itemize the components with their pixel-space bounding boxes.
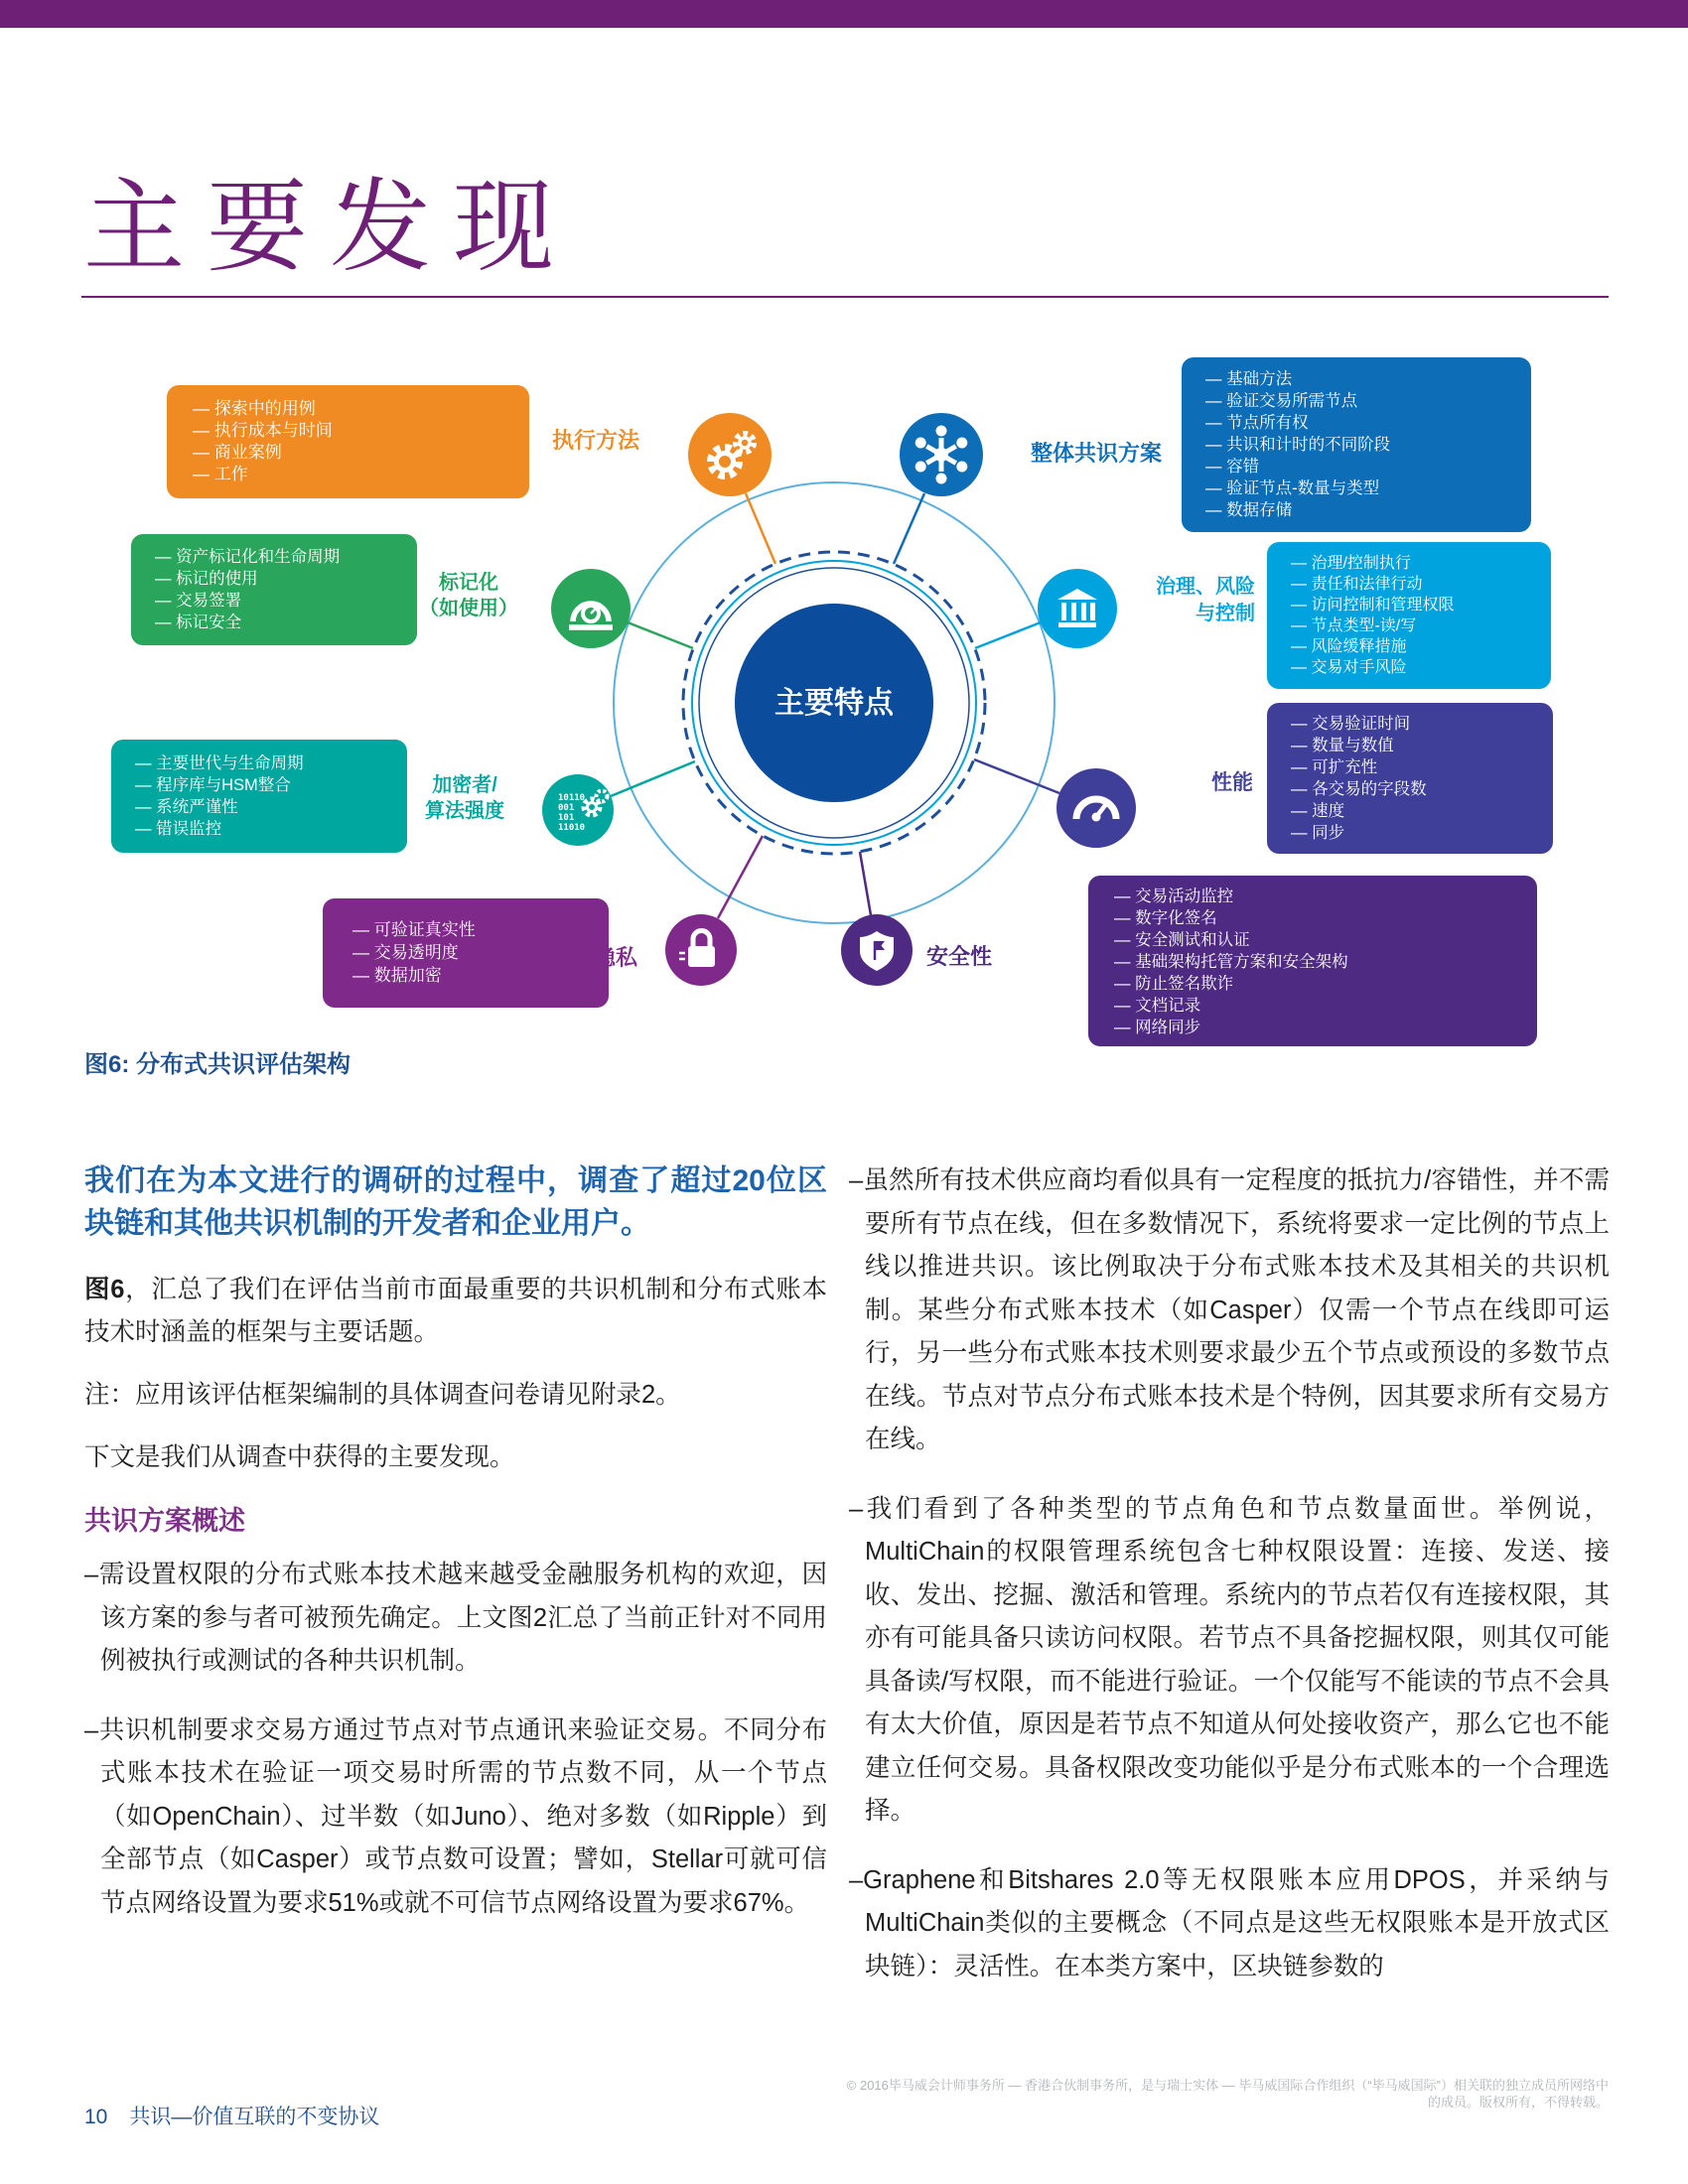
footer [84,2101,379,2130]
box-item: — 同步 [1291,824,1345,842]
bullet-paragraph: –我们看到了各种类型的节点角色和节点数量面世。举例说，MultiChain的权限管理系统包含七种权限设置：连接、发送、接收、发出、挖掘、激活和管理。系统内的节点若仅有连接权限，其亦有可能具备只读访问权限。若节点不具备挖掘权限，则其仅可能具备读/写权限，而不能进行验证。一个仅能写不能读的节点不会具有太大价值，原因是若节点不知道从何处接收资产，那么它也不能建立任何交易。具备权限改变功能似乎是分布式账本的一个合理选择。 [849,1494,1610,1825]
section-heading: 共识方案概述 [84,1506,245,1536]
box-item: — 验证交易所需节点 [1205,392,1358,410]
box-item: — 基础架构托管方案和安全架构 [1114,953,1348,971]
box-item: — 数量与数值 [1291,737,1394,754]
speedometer-icon [1056,768,1136,848]
figure-reference-lead: 图6 [84,1276,125,1303]
box-item: — 责任和法律行动 [1291,576,1423,593]
box-item: — 防止签名欺诈 [1114,975,1234,993]
box-item: — 交易活动监控 [1114,887,1234,905]
tokenization-box [131,534,417,645]
box-item: — 文档记录 [1114,997,1201,1015]
figure-caption: 图6: 分布式共识评估架构 [84,1051,352,1078]
box-item: — 可扩充性 [1291,758,1378,776]
box-item: — 主要世代与生命周期 [135,754,304,772]
box-item: — 交易透明度 [352,943,459,962]
footer-doc-title: 共识—价值互联的不变协议 [129,2106,380,2128]
box-item: — 可验证真实性 [352,920,476,939]
box-item: — 标记的使用 [155,570,258,588]
privacy-label: 隐私 [594,945,638,970]
left-bullet-list [84,1554,827,1925]
figure-reference-paragraph: 图6，汇总了我们在评估当前市面最重要的共识机制和分布式账本技术时涵盖的框架与主要话题。 [84,1276,827,1346]
box-item: — 数据存储 [1205,501,1293,519]
privacy-spoke [718,836,763,918]
right-column [849,1160,1610,2014]
box-item: — 执行成本与时间 [193,421,333,440]
performance-box [1267,703,1553,854]
execution-spoke [746,493,775,564]
hub-label: 主要特点 [774,687,894,720]
box-item: — 数据加密 [352,966,442,985]
bullet-paragraph: –虽然所有技术供应商均看似具有一定程度的抵抗力/容错性，并不需要所有节点在线，但在多数情况下，系统将要求一定比例的节点上线以推进共识。该比例取决于分布式账本技术及其相关的共识机制。某些分布式账本技术（如Casper）仅需一个节点在线即可运行，另一些分布式账本技术则要求最少五个节点或预设的多数节点在线。节点对节点分布式账本技术是个特例，因其要求所有交易方在线。 [849,1166,1610,1453]
svg-text:11010: 11010 [558,823,586,833]
binary-crypto-icon [542,774,614,846]
shield-icon [841,914,913,986]
box-item: — 数字化签名 [1114,909,1217,927]
right-bullet-list [849,1160,1610,1988]
svg-text:101: 101 [558,813,575,823]
box-item: — 容错 [1205,458,1260,476]
svg-text:10110: 10110 [558,793,586,803]
lock-icon [665,914,737,986]
network-icon [900,413,983,496]
box-item: — 共识和计时的不同阶段 [1205,436,1391,454]
crypto-box [111,740,407,853]
copyright-notice: © 2016毕马威会计师事务所 — 香港合伙制事务所，是与瑞士实体 — 毕马威国际合作组织（“毕马威国际”）相关联的独立成员所网络中的成员。版权所有，不得转载。 [846,2078,1609,2110]
box-item: — 交易验证时间 [1291,715,1411,733]
box-item: — 网络同步 [1114,1019,1201,1036]
box-item: — 基础方法 [1205,370,1293,388]
box-item: — 程序库与HSM整合 [135,776,291,794]
gears-icon [688,413,772,496]
box-item: — 治理/控制执行 [1291,555,1411,572]
box-item: — 工作 [193,465,248,483]
svg-text:001: 001 [558,803,575,813]
bullet-paragraph: –共识机制要求交易方通过节点对节点通讯来验证交易。不同分布式账本技术在验证一项交易时所需的节点数不同，从一个节点（如OpenChain）、过半数（如Juno）、绝对多数（如Ripple）到全部节点（如Casper）或节点数可设置；譬如，Stellar可就可信节点网络设置为要求51%或就不可信节点网络设置为要求67%。 [84,1715,827,1917]
page-number: 10 [84,2106,108,2128]
box-item: — 交易对手风险 [1291,659,1407,676]
box-item: — 节点所有权 [1205,414,1309,432]
box-item: — 风险缓释措施 [1291,638,1407,655]
token-meter-icon [551,569,631,648]
box-item: — 交易签署 [155,592,242,610]
intro-statement: 我们在为本文进行的调研的过程中，调查了超过20位区块链和其他共识机制的开发者和企业用户。 [84,1164,827,1240]
consensus-spoke [894,493,924,564]
tokenization-spoke [628,622,693,648]
note-paragraph: 注：应用该评估框架编制的具体调查问卷请见附录2。 [84,1381,681,1409]
execution-label: 执行方法 [552,428,640,453]
box-item: — 节点类型-读/写 [1291,617,1417,634]
tokenization-label: 标记化 （如使用） [419,572,518,619]
box-item: — 验证节点-数量与类型 [1205,479,1380,497]
box-item: — 商业案例 [193,443,282,462]
box-item: — 访问控制和管理权限 [1291,597,1455,614]
security-spoke [860,852,871,915]
consensus-label: 整体共识方案 [1031,441,1163,466]
box-item: — 速度 [1291,802,1345,820]
box-item: — 安全测试和认证 [1114,931,1250,949]
left-column [84,1160,827,1951]
governance-label: 治理、风险 与控制 [1156,576,1255,624]
security-box [1088,876,1537,1046]
security-label: 安全性 [926,944,993,969]
page-title: 主要发现 [83,171,576,284]
box-item: — 探索中的用例 [193,399,316,418]
box-item: — 资产标记化和生命周期 [155,548,341,566]
box-item: — 标记安全 [155,614,242,631]
bullet-paragraph: –Graphene和Bitshares 2.0等无权限账本应用DPOS，并采纳与MultiChain类似的主要概念（不同点是这些无权限账本是开放式区块链）：灵活性。在本类方案中，区块链参数的 [849,1865,1610,1980]
governance-spoke [975,622,1041,648]
performance-label: 性能 [1211,771,1253,794]
governance-box [1267,542,1551,689]
box-item: — 各交易的字段数 [1291,780,1427,798]
box-item: — 系统严谨性 [135,798,238,816]
bullet-paragraph: –需设置权限的分布式账本技术越来越受金融服务机构的欢迎，因该方案的参与者可被预先确定。上文图2汇总了当前正针对不同用例被执行或测试的各种共识机制。 [84,1561,827,1675]
crypto-label: 加密者/ 算法强度 [425,774,504,822]
privacy-box [323,898,609,1008]
consensus-box [1182,357,1531,532]
findings-lead-paragraph: 下文是我们从调查中获得的主要发现。 [84,1443,515,1471]
box-item: — 错误监控 [135,820,222,838]
execution-box [167,385,529,498]
